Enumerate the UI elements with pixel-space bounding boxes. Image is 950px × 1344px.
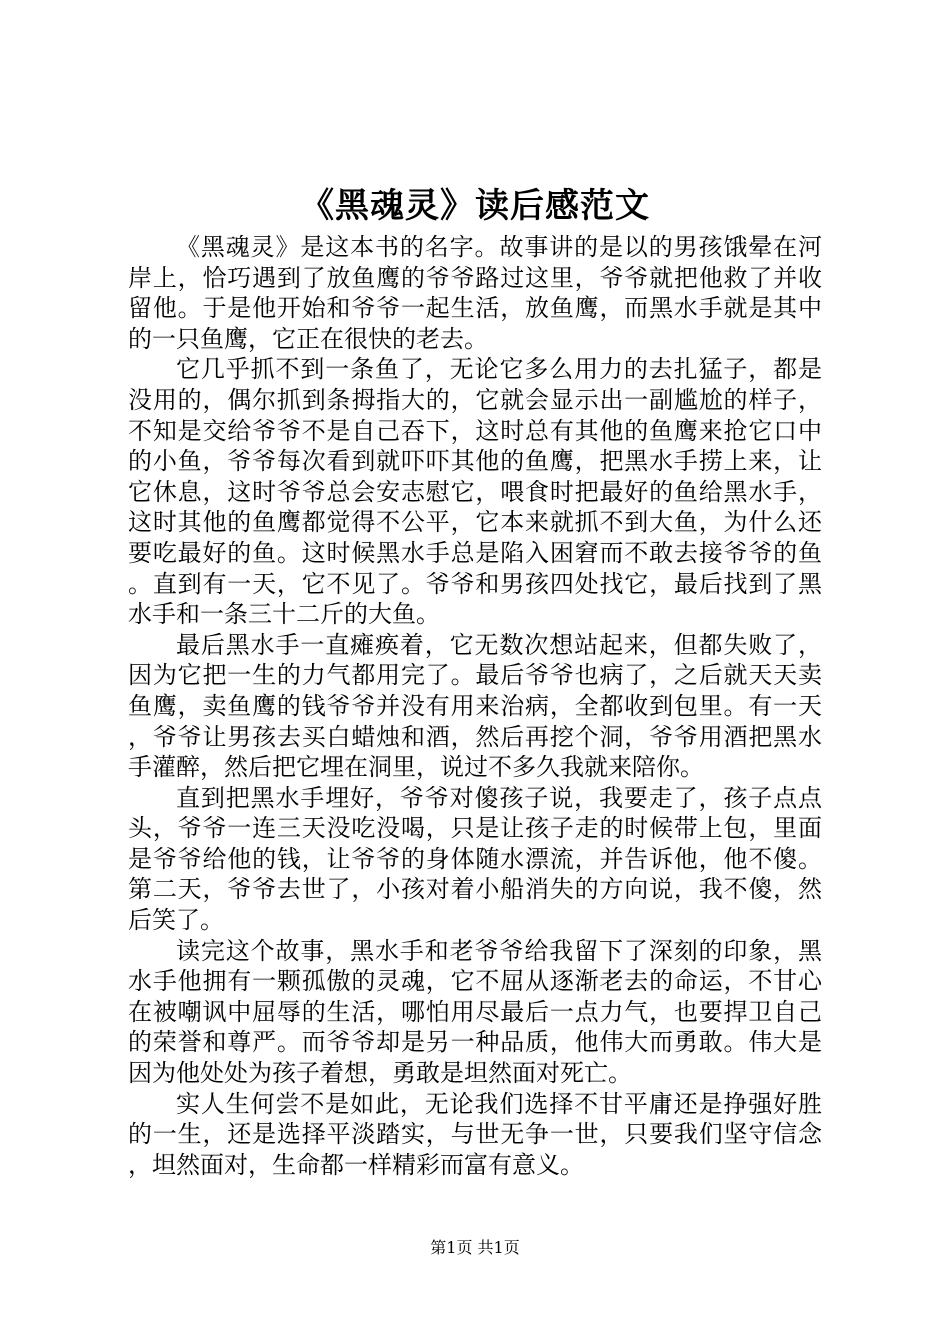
paragraph-5: 读完这个故事，黑水手和老爷爷给我留下了深刻的印象，黑水手他拥有一颗孤傲的灵魂，它不屈从逐渐老去的命运，不甘心在被嘲讽中屈辱的生活，哪怕用尽最后一点力气，也要捍卫自己的荣誉和尊严。而爷爷却是另一种品质，他伟大而勇敢。伟大是因为他处处为孩子着想，勇敢是坦然面对死亡。 <box>128 936 822 1088</box>
paragraph-3: 最后黑水手一直瘫痪着，它无数次想站起来，但都失败了，因为它把一生的力气都用完了。最后爷爷也病了，之后就天天卖鱼鹰，卖鱼鹰的钱爷爷并没有用来治病，全都收到包里。有一天，爷爷让男孩去买白蜡烛和酒，然后再挖个洞，爷爷用酒把黑水手灌醉，然后把它埋在洞里，说过不多久我就来陪你。 <box>128 630 822 782</box>
document-body <box>128 232 822 1180</box>
paragraph-4: 直到把黑水手埋好，爷爷对傻孩子说，我要走了，孩子点点头，爷爷一连三天没吃没喝，只是让孩子走的时候带上包，里面是爷爷给他的钱，让爷爷的身体随水漂流，并告诉他，他不傻。第二天，爷爷去世了，小孩对着小船消失的方向说，我不傻，然后笑了。 <box>128 783 822 935</box>
page-footer: 第1页 共1页 <box>430 1238 520 1257</box>
paragraph-1: 《黑魂灵》是这本书的名字。故事讲的是以的男孩饿晕在河岸上，恰巧遇到了放鱼鹰的爷爷路过这里，爷爷就把他救了并收留他。于是他开始和爷爷一起生活，放鱼鹰，而黑水手就是其中的一只鱼鹰，它正在很快的老去。 <box>128 233 822 353</box>
paragraph-6: 实人生何尝不是如此，无论我们选择不甘平庸还是挣强好胜的一生，还是选择平淡踏实，与世无争一世，只要我们坚守信念，坦然面对，生命都一样精彩而富有意义。 <box>128 1089 822 1179</box>
document-title: 《黑魂灵》读后感范文 <box>300 186 650 226</box>
paragraph-2: 它几乎抓不到一条鱼了，无论它多么用力的去扎猛子，都是没用的，偶尔抓到条拇指大的，它就会显示出一副尴尬的样子，不知是交给爷爷不是自己吞下，这时总有其他的鱼鹰来抢它口中的小鱼，爷爷每次看到就吓吓其他的鱼鹰，把黑水手捞上来，让它休息，这时爷爷总会安志慰它，喂食时把最好的鱼给黑水手，这时其他的鱼鹰都觉得不公平，它本来就抓不到大鱼，为什么还要吃最好的鱼。这时候黑水手总是陷入困窘而不敢去接爷爷的鱼。直到有一天，它不见了。爷爷和男孩四处找它，最后找到了黑水手和一条三十二斤的大鱼。 <box>128 355 822 629</box>
